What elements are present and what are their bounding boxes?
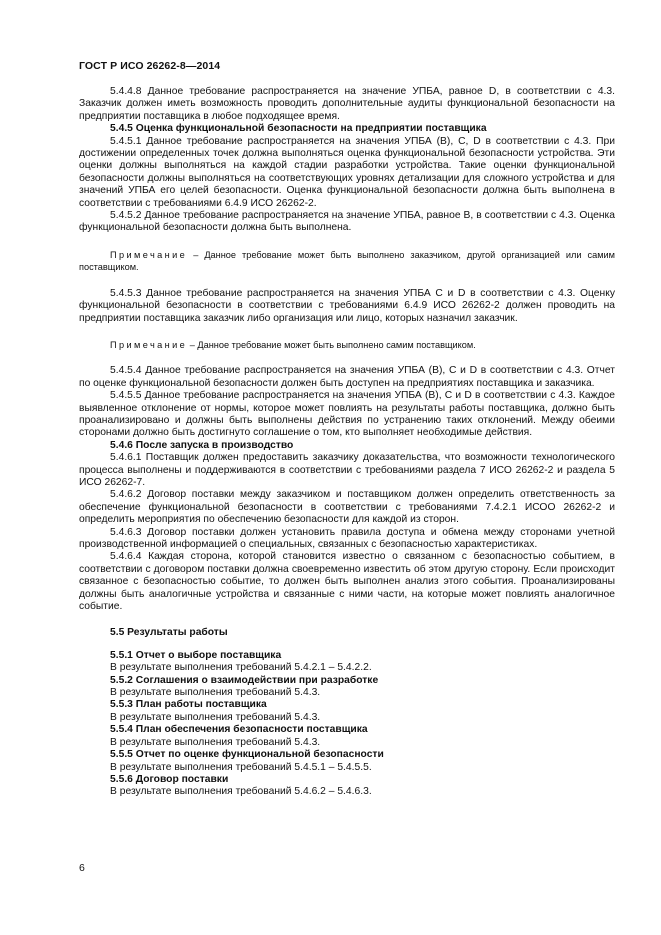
heading-5-5-3: 5.5.3 План работы поставщика [110,699,267,711]
paragraph-5-4-5-2: 5.4.5.2 Данное требование распространяется на значение УПБА, равное B, в соответствии с 4.3. Оценка функциональной безопасности должна быть выполнена. [79,210,615,234]
note-1 [79,249,615,274]
paragraph-5-4-4-8: 5.4.4.8 Данное требование распространяется на значение УПБА, равное D, в соответствии с 4.3. Заказчик должен иметь возможность проводить дополнительные аудиты функциональной безопасности на предприятии поставщика в любое подходящее время. [79,86,615,122]
paragraph-5-4-6-1: 5.4.6.1 Поставщик должен предоставить заказчику доказательства, что возможности технологического процесса выполнены и поддерживаются в соответствии с требованиями раздела 7 ИСО 26262-2 и раздела 5 ИСО 26262-7. [79,452,615,488]
heading-5-5-4: 5.5.4 План обеспечения безопасности поставщика [110,724,368,736]
results-text-5-5-6: В результате выполнения требований 5.4.6.2 – 5.4.6.3. [110,786,372,798]
paragraph-5-4-6-2: 5.4.6.2 Договор поставки между заказчиком и поставщиком должен определить ответственность за обеспечение функциональной безопасности в соответствии с требованиями 7.4.2.1 ИСОО 26262-2 и определить мероприятия по обеспечению безопасности для каждой из сторон. [79,489,615,526]
paragraph-5-4-5-5: 5.4.5.5 Данное требование распространяется на значения УПБА (B), C и D в соответствии с 4.3. Каждое выявленное отклонение от нормы, которое может повлиять на результаты работы поставщика, должно быть проанализировано и должны быть выполнены действия по устранению таких отклонений. Между обеими сторонами должно быть достигнуто соглашение о том, кто выполняет необходимые действия. [79,390,615,439]
results-text-5-5-4: В результате выполнения требований 5.4.3. [110,736,321,748]
heading-5-5: 5.5 Результаты работы [110,627,228,639]
heading-5-4-5: 5.4.5 Оценка функциональной безопасности на предприятии поставщика [110,123,487,135]
document-body [79,86,615,799]
heading-5-5-2: 5.5.2 Соглашения о взаимодействии при разработке [110,674,379,686]
note-text: – Данное требование может быть выполнено самим поставщиком. [187,339,476,350]
results-text-5-5-2: В результате выполнения требований 5.4.3. [110,687,321,699]
note-label: Примечание [110,339,188,350]
note-2 [79,339,615,351]
paragraph-5-4-5-1: 5.4.5.1 Данное требование распространяется на значения УПБА (B), C, D в соответствии с 4.3. При достижении определенных точек должна выполняться оценка функциональной безопасности устройства. Эти оценки должны выполняться на каждой стадии разработки устройства. Такие оценки функциональной безопасности должны выполняться на соответствующих уровнях детализации для сложного устройства и для значений УПБА его целей безопасности. Оценка функциональной безопасности должна быть выполнена в соответствии с требованиями 6.4.9 ИСО 26262-2. [79,135,615,209]
document-header: ГОСТ Р ИСО 26262-8—2014 [79,60,221,72]
paragraph-5-4-6-4: 5.4.6.4 Каждая сторона, которой становится известно о связанном с безопасностью событием, в соответствии с договором поставки должна своевременно известить об этом другую сторону. Если происходит связанное с безопасностью событие, то должен быть выполнен анализ этого события. Проанализированы должны быть аналогичные устройства и связанные с ними части, на которые может повлиять аналогичное событие. [79,551,615,613]
heading-5-5-1: 5.5.1 Отчет о выборе поставщика [110,649,282,661]
note-label: Примечание [110,249,188,260]
heading-5-4-6: 5.4.6 После запуска в производство [110,439,294,451]
heading-5-5-5: 5.5.5 Отчет по оценке функциональной безопасности [110,749,384,761]
paragraph-5-4-6-3: 5.4.6.3 Договор поставки должен установить правила доступа и обмена между сторонами учетной производственной информацией о специальных, связанных с безопасностью характеристиках. [79,526,615,550]
results-text-5-5-3: В результате выполнения требований 5.4.3. [110,711,321,723]
results-text-5-5-1: В результате выполнения требований 5.4.2.1 – 5.4.2.2. [110,662,372,674]
page-number: 6 [79,862,85,874]
results-text-5-5-5: В результате выполнения требований 5.4.5.1 – 5.4.5.5. [110,761,372,773]
heading-5-5-6: 5.5.6 Договор поставки [110,773,229,785]
paragraph-5-4-5-4: 5.4.5.4 Данное требование распространяется на значения УПБА (B), C и D в соответствии с 4.3. Отчет по оценке функциональной безопасности должен быть доступен на предприятиях поставщика и заказчика. [79,365,615,389]
paragraph-5-4-5-3: 5.4.5.3 Данное требование распространяется на значения УПБА C и D в соответствии с 4.3. Оценку функциональной безопасности в соответствии с требованиями 6.4.9 ИСО 26262-2 должен проводить на предприятии поставщика заказчик либо организация или лицо, которых назначил заказчик. [79,287,615,324]
note-text: – Данное требование может быть выполнено заказчиком, другой организацией или самим поставщиком. [79,249,615,273]
